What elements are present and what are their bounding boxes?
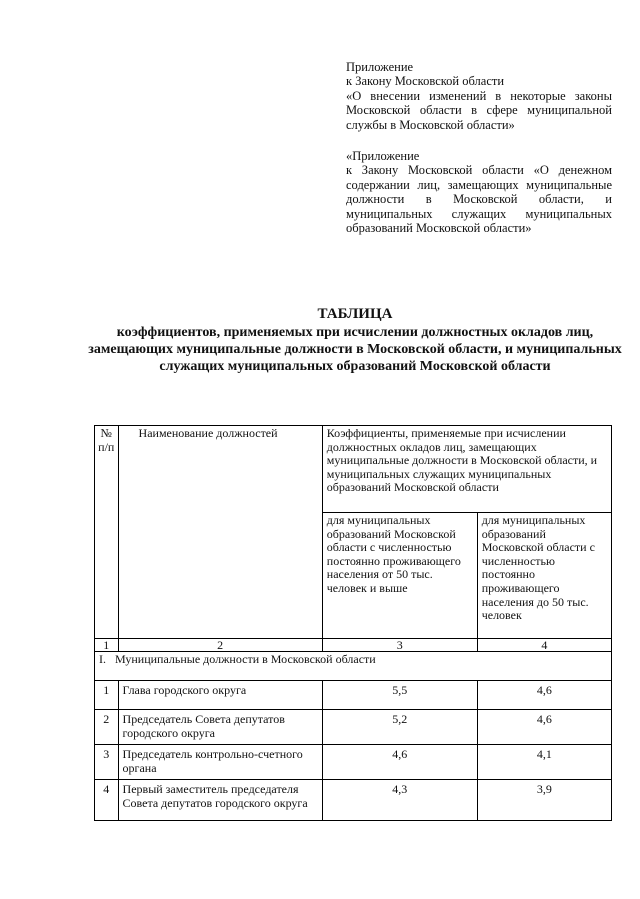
row-coef-large: 4,3 — [322, 780, 477, 821]
header-col4: для муниципальных образований Московской области с численностью постоянно проживающего населения до 50 тыс. человек — [477, 513, 611, 639]
row-name: Глава городского округа — [118, 681, 322, 710]
table-section-row — [95, 652, 612, 681]
table-row — [95, 681, 612, 710]
row-num: 4 — [95, 780, 119, 821]
row-coef-large: 4,6 — [322, 745, 477, 780]
header-num: № п/п — [95, 426, 119, 639]
appendix-line: к Закону Московской области «О денежном содержании лиц, замещающих муниципальные должности в Московской области, и муниципальных служащих муниципальных образований Московской области» — [346, 163, 612, 236]
row-coef-small: 3,9 — [477, 780, 611, 821]
header-col3: для муниципальных образований Московской области с численностью постоянно проживающего населения от 50 тыс. человек и выше — [322, 513, 477, 639]
section-title: I. Муниципальные должности в Московской области — [95, 652, 612, 681]
row-coef-small: 4,6 — [477, 681, 611, 710]
appendix-line: к Закону Московской области — [346, 74, 505, 89]
row-num: 3 — [95, 745, 119, 780]
row-coef-small: 4,6 — [477, 710, 611, 745]
row-name: Председатель контрольно-счетного органа — [118, 745, 322, 780]
table-index-row — [95, 639, 612, 652]
coefficients-table — [94, 425, 612, 821]
index-cell: 3 — [322, 639, 477, 652]
table-row — [95, 745, 612, 780]
row-name: Первый заместитель председателя Совета депутатов городского округа — [118, 780, 322, 821]
table-row — [95, 710, 612, 745]
row-name: Председатель Совета депутатов городского округа — [118, 710, 322, 745]
appendix-line: «О внесении изменений в некоторые законы Московской области в сфере муниципальной службы в Московской области» — [346, 88, 612, 132]
row-coef-small: 4,1 — [477, 745, 611, 780]
title-subtitle: коэффициентов, применяемых при исчислении должностных окладов лиц, замещающих муниципальные должности в Московской области, и муниципальных служащих муниципальных образований Московской области — [88, 325, 622, 374]
row-coef-large: 5,5 — [322, 681, 477, 710]
index-cell: 4 — [477, 639, 611, 652]
appendix-line: «Приложение — [346, 149, 420, 164]
header-name: Наименование должностей — [118, 426, 322, 639]
appendix-line: Приложение — [346, 60, 414, 74]
title-heading: ТАБЛИЦА — [317, 306, 393, 322]
row-coef-large: 5,2 — [322, 710, 477, 745]
index-cell: 2 — [118, 639, 322, 652]
header-coefficients: Коэффициенты, применяемые при исчислении должностных окладов лиц, замещающих муниципальные должности в Московской области, и муниципальных служащих муниципальных образований Московской области — [322, 426, 611, 513]
table-header-row — [95, 426, 612, 513]
row-num: 1 — [95, 681, 119, 710]
table-row — [95, 780, 612, 821]
appendix-header — [346, 60, 612, 235]
row-num: 2 — [95, 710, 119, 745]
document-title — [60, 304, 640, 375]
index-cell: 1 — [95, 639, 119, 652]
